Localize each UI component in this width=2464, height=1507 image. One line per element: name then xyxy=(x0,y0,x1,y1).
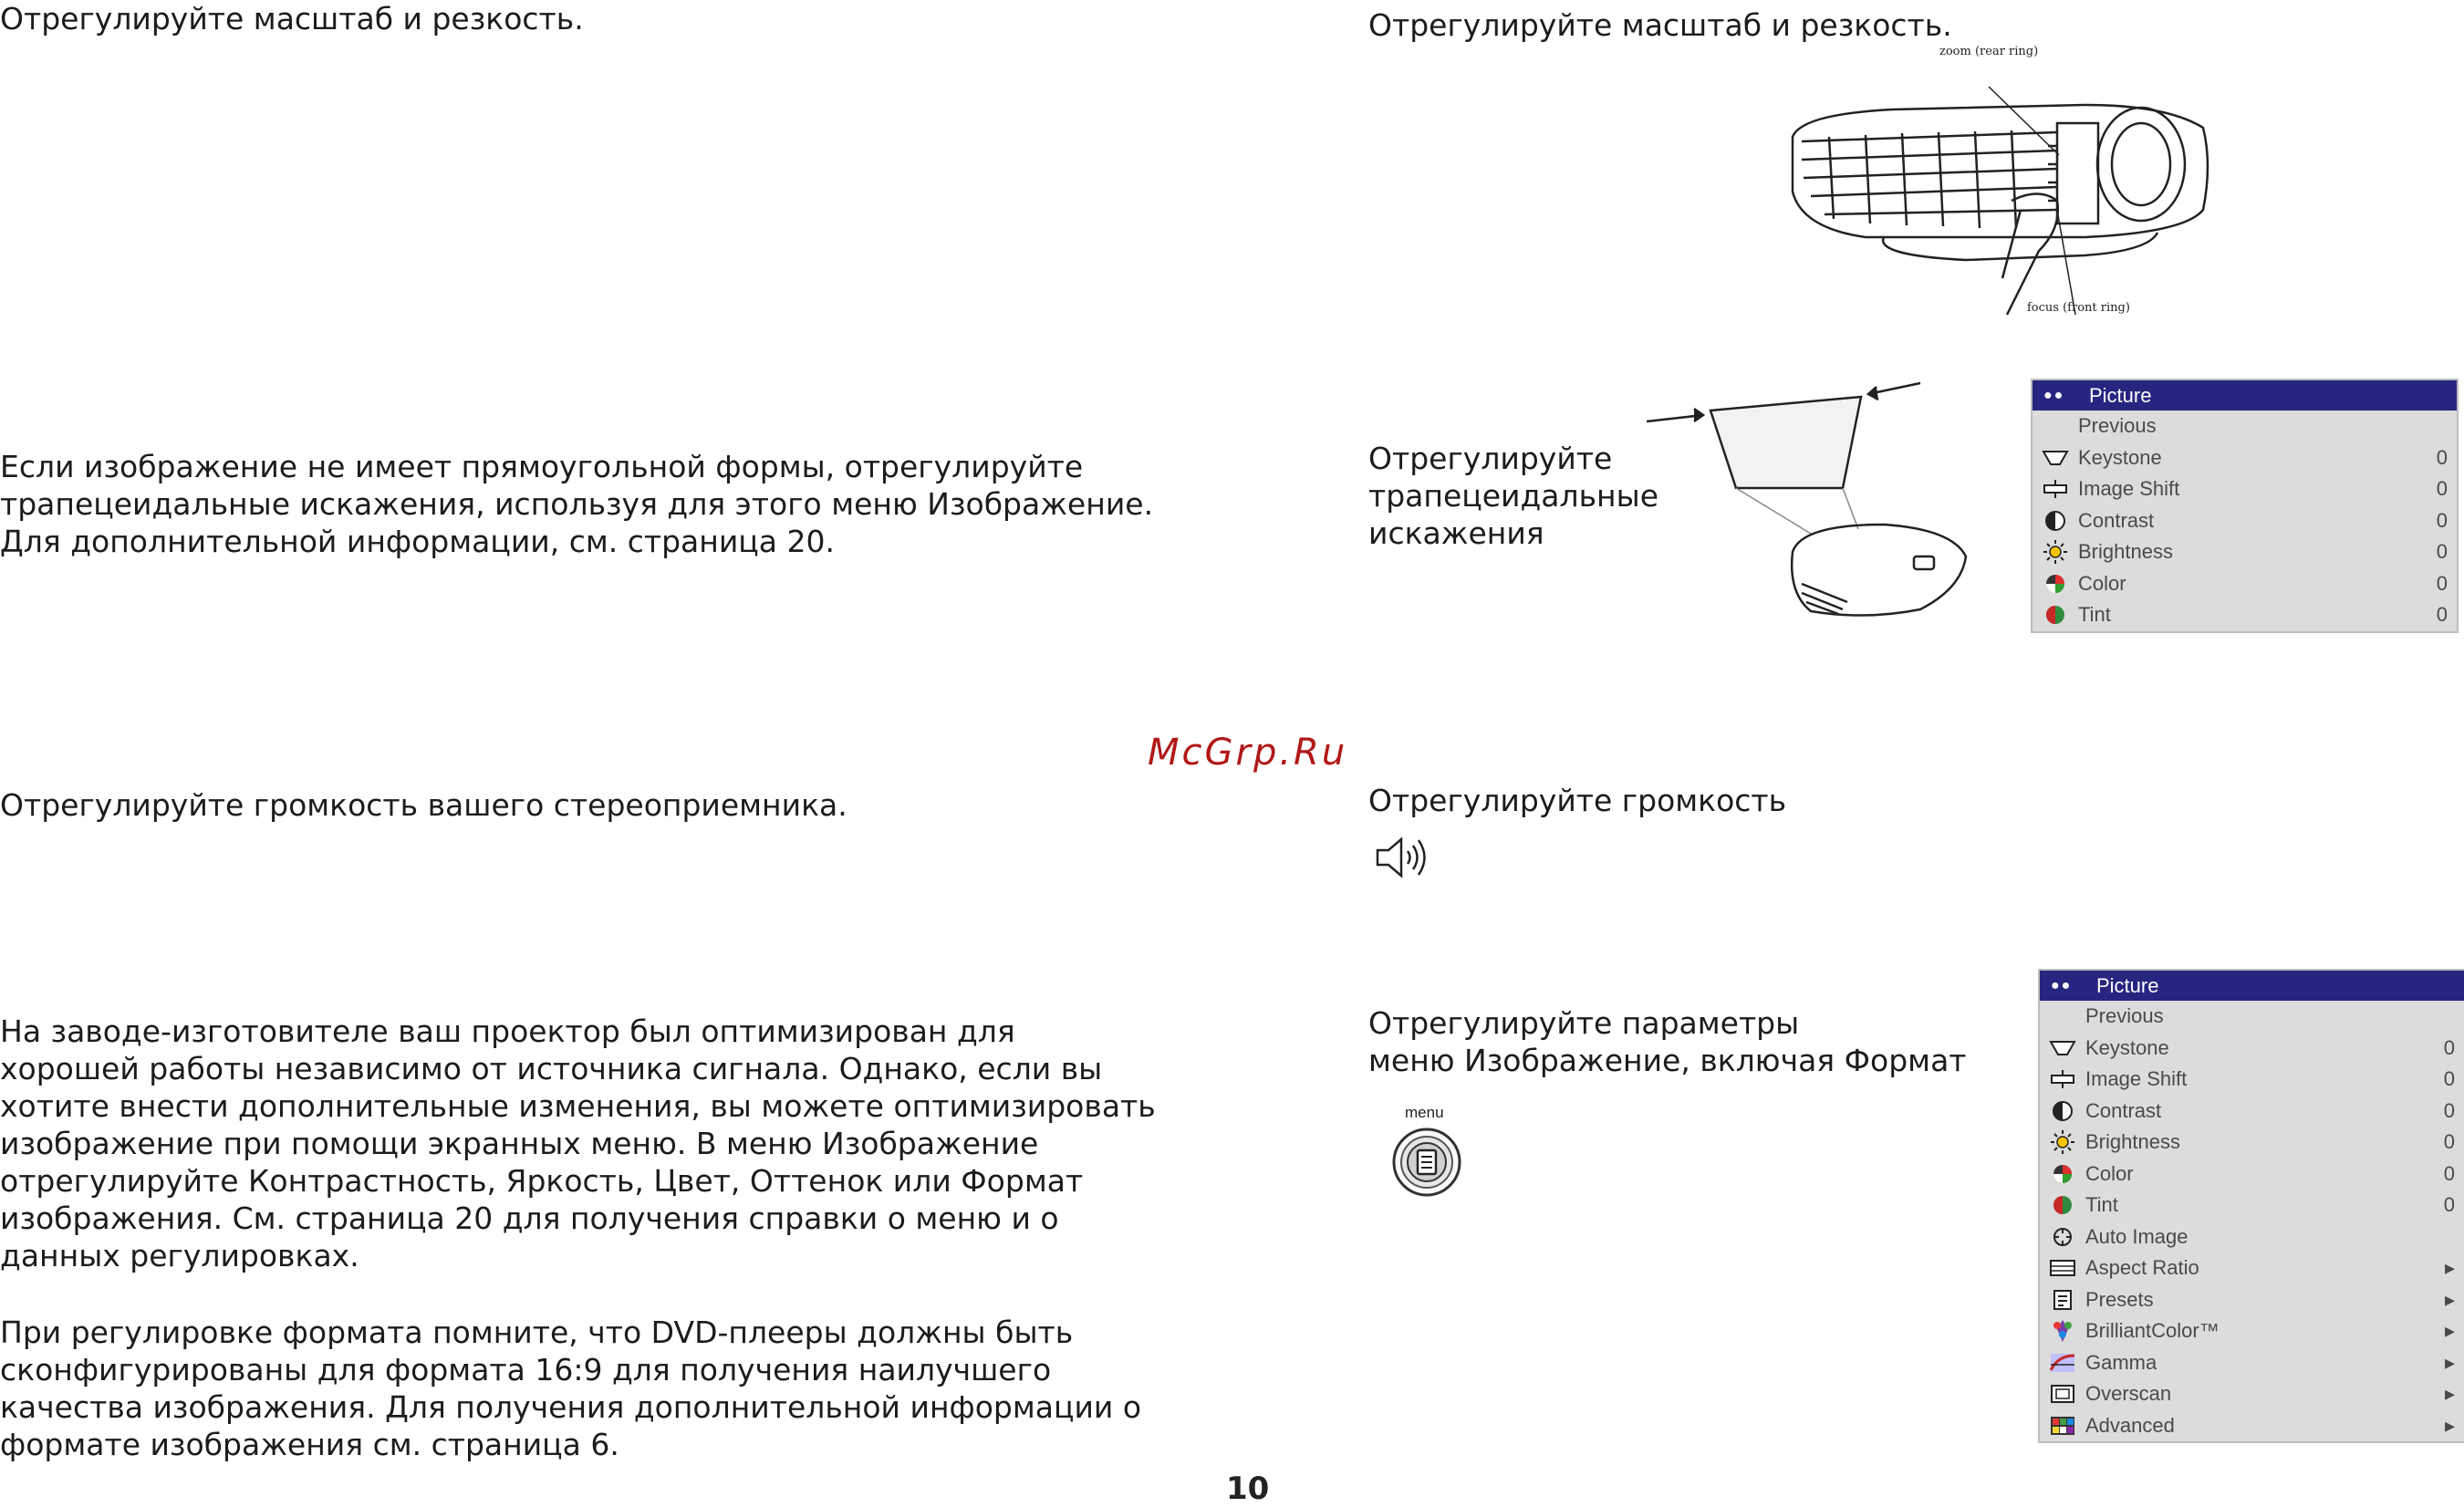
brightness-icon xyxy=(2033,539,2078,565)
menu-item-value: 0 xyxy=(2443,1193,2455,1217)
menu-item-previous[interactable] xyxy=(2033,411,2457,442)
menu-item-value: 0 xyxy=(2443,1035,2455,1059)
menu-item-brilliantcolor[interactable] xyxy=(2040,1315,2464,1347)
image-shift-icon xyxy=(2040,1069,2085,1089)
watermark: McGrp.Ru xyxy=(1148,732,1348,774)
keystone-icon xyxy=(2033,448,2078,468)
menu-item-label: Presets xyxy=(2085,1287,2154,1311)
menu-item-contrast[interactable] xyxy=(2040,1096,2464,1128)
menu-item-value: ▸ xyxy=(2444,1256,2455,1280)
menu-item-label: BrilliantColor™ xyxy=(2085,1319,2220,1343)
menu-item-value: 0 xyxy=(2436,603,2448,627)
menu-item-label: Image Shift xyxy=(2078,477,2180,501)
menu-header-picture[interactable] xyxy=(2040,971,2464,1001)
instruction-aspect-dvd: При регулировке формата помните, что DVD-плееры должны быть сконфигурированы для формата 16:9 для получения наилучшего качества изображения. Для получения дополнительной информации о формате изображения см. страница 6. xyxy=(0,1315,1142,1462)
instruction-zoom-focus: Отрегулируйте масштаб и резкость. xyxy=(0,1,584,36)
caption-zoom-focus: Отрегулируйте масштаб и резкость. xyxy=(1368,7,1952,43)
menu-item-label: Contrast xyxy=(2085,1098,2162,1122)
gamma-icon xyxy=(2040,1352,2085,1374)
color-icon xyxy=(2033,572,2078,596)
menu-item-aspect-ratio[interactable] xyxy=(2040,1252,2464,1284)
overscan-icon xyxy=(2040,1383,2085,1405)
menu-item-value: 0 xyxy=(2436,540,2448,564)
image-shift-icon xyxy=(2033,479,2078,499)
menu-item-color[interactable] xyxy=(2040,1159,2464,1190)
menu-item-value: 0 xyxy=(2436,508,2448,532)
brilliantcolor-icon xyxy=(2040,1318,2085,1344)
caption-keystone: Отрегулируйте трапецеидальные искажения xyxy=(1368,441,1658,551)
menu-button-icon[interactable] xyxy=(1390,1126,1463,1199)
menu-item-keystone[interactable] xyxy=(2033,442,2457,474)
caption-picture-menu: Отрегулируйте параметры меню Изображение, включая Формат xyxy=(1368,1005,1967,1078)
menu-item-value: 0 xyxy=(2443,1161,2455,1185)
page-number: 10 xyxy=(1226,1471,1270,1507)
keystone-illustration xyxy=(1647,374,2007,639)
menu-item-auto-image[interactable] xyxy=(2040,1221,2464,1253)
color-icon xyxy=(2040,1162,2085,1186)
instruction-picture-optimize: На заводе-изготовителе ваш проектор был оптимизирован для хорошей работы независимо от источника сигнала. Однако, если вы хотите внести дополнительные изменения, вы можете оптимизировать изображение при помощи экранных меню. В меню Изображение отрегулируйте Контрастность, Яркость, Цвет, Оттенок или Формат изображения. См. страница 20 для получения справки о меню и о данных регулировках. xyxy=(0,1013,1156,1273)
menu-item-value: 0 xyxy=(2443,1098,2455,1122)
menu-dots-icon: ●● xyxy=(2043,387,2065,403)
menu-item-brightness[interactable] xyxy=(2040,1127,2464,1159)
volume-icon xyxy=(1374,835,1430,880)
projector-zoom-focus-illustration xyxy=(1783,82,2221,328)
menu-header-picture[interactable] xyxy=(2033,380,2457,411)
focus-ring-label: focus (front ring) xyxy=(2027,301,2130,315)
menu-item-value: 0 xyxy=(2443,1067,2455,1091)
caption-volume: Отрегулируйте громкость xyxy=(1368,783,1787,818)
contrast-icon xyxy=(2033,509,2078,533)
menu-item-advanced[interactable] xyxy=(2040,1410,2464,1442)
menu-item-label: Brightness xyxy=(2078,540,2173,564)
menu-item-tint[interactable] xyxy=(2040,1190,2464,1221)
menu-item-value: ▸ xyxy=(2444,1319,2455,1343)
menu-item-label: Aspect Ratio xyxy=(2085,1256,2199,1280)
menu-item-label: Previous xyxy=(2078,414,2157,438)
presets-icon xyxy=(2040,1288,2085,1312)
tint-icon xyxy=(2033,603,2078,627)
menu-item-label: Overscan xyxy=(2085,1382,2172,1406)
menu-item-value: 0 xyxy=(2436,571,2448,595)
menu-item-label: Color xyxy=(2078,571,2126,595)
menu-item-image-shift[interactable] xyxy=(2040,1064,2464,1096)
menu-item-label: Previous xyxy=(2085,1004,2164,1028)
zoom-ring-label: zoom (rear ring) xyxy=(1939,45,2039,58)
tint-icon xyxy=(2040,1193,2085,1217)
instruction-stereo-volume: Отрегулируйте громкость вашего стереоприемника. xyxy=(0,787,847,823)
menu-item-value: 0 xyxy=(2436,477,2448,501)
menu-item-contrast[interactable] xyxy=(2033,505,2457,537)
menu-item-value: ▸ xyxy=(2444,1287,2455,1311)
menu-item-value: ▸ xyxy=(2444,1413,2455,1437)
menu-item-value: ▸ xyxy=(2444,1382,2455,1406)
menu-item-presets[interactable] xyxy=(2040,1284,2464,1316)
menu-item-value: 0 xyxy=(2443,1130,2455,1154)
menu-item-label: Image Shift xyxy=(2085,1067,2188,1091)
menu-item-label: Contrast xyxy=(2078,508,2155,532)
menu-item-tint[interactable] xyxy=(2033,599,2457,631)
menu-item-label: Tint xyxy=(2085,1193,2118,1217)
menu-item-value: ▸ xyxy=(2444,1350,2455,1374)
menu-item-label: Color xyxy=(2085,1161,2134,1185)
menu-item-color[interactable] xyxy=(2033,568,2457,600)
menu-title: Picture xyxy=(2096,973,2159,997)
advanced-icon xyxy=(2040,1415,2085,1437)
brightness-icon xyxy=(2040,1129,2085,1155)
menu-item-label: Keystone xyxy=(2085,1035,2169,1059)
menu-title: Picture xyxy=(2089,383,2152,407)
picture-menu-osd-small xyxy=(2031,379,2459,633)
menu-item-label: Tint xyxy=(2078,603,2111,627)
menu-item-image-shift[interactable] xyxy=(2033,473,2457,505)
picture-menu-osd-full xyxy=(2038,969,2464,1443)
menu-item-label: Auto Image xyxy=(2085,1224,2188,1248)
auto-image-icon xyxy=(2040,1225,2085,1249)
instruction-keystone: Если изображение не имеет прямоугольной формы, отрегулируйте трапецеидальные искажения, используя для этого меню Изображение. Для дополнительной информации, см. страница 20. xyxy=(0,449,1154,559)
contrast-icon xyxy=(2040,1099,2085,1123)
menu-item-value: 0 xyxy=(2436,445,2448,469)
menu-item-label: Keystone xyxy=(2078,445,2162,469)
menu-item-gamma[interactable] xyxy=(2040,1347,2464,1379)
menu-item-label: Gamma xyxy=(2085,1350,2157,1374)
aspect-ratio-icon xyxy=(2040,1258,2085,1278)
menu-item-label: Advanced xyxy=(2085,1413,2175,1437)
menu-item-brightness[interactable] xyxy=(2033,536,2457,568)
menu-button-label: menu xyxy=(1405,1104,1444,1121)
keystone-icon xyxy=(2040,1038,2085,1058)
menu-item-overscan[interactable] xyxy=(2040,1378,2464,1410)
menu-item-keystone[interactable] xyxy=(2040,1033,2464,1065)
menu-item-label: Brightness xyxy=(2085,1130,2180,1154)
menu-dots-icon: ●● xyxy=(2051,977,2073,993)
menu-item-previous[interactable] xyxy=(2040,1001,2464,1033)
